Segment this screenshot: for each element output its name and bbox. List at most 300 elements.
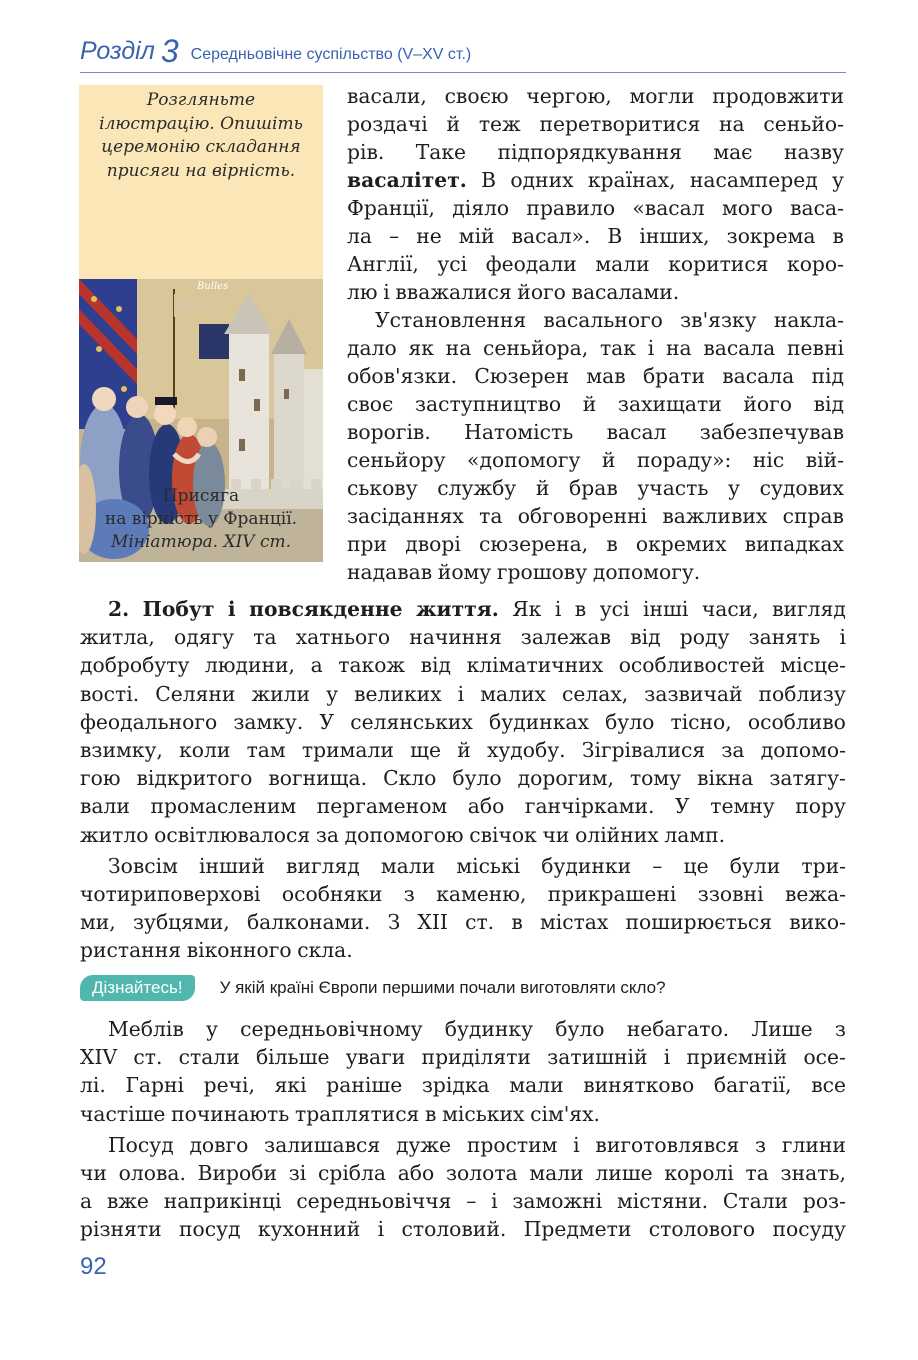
word: Гарні [125,1073,184,1098]
page-number: 92 [80,1253,107,1280]
word: вигляд [772,597,846,621]
word: Установлення [375,308,527,332]
word: приділяти [421,1045,531,1070]
word: дало [347,336,397,360]
word: ганчірками. [524,794,655,819]
word: ззовні [697,882,764,907]
word: Франції, [347,196,435,220]
word: в [511,910,523,935]
word: допомо- [760,738,846,763]
word: зубцями, [132,910,230,935]
word: золота [445,1161,518,1186]
word: важливих [662,504,768,528]
word: XIV [80,1045,118,1070]
word: наприкінці [163,1189,282,1214]
chapter-header [80,28,846,73]
section-2-text [80,595,846,965]
word: балконами. [246,910,371,935]
word: селянських [350,709,473,734]
word: містяни. [616,1189,709,1214]
word: в [574,597,587,621]
section-word: Розділ [80,37,155,65]
word: справ [782,504,844,528]
word: лише [595,1161,653,1186]
word: жили [251,681,311,706]
word: вікна [697,766,754,791]
text-line [80,623,846,651]
word: В [607,224,623,248]
word: простим [466,1132,558,1157]
word: заможні [512,1189,603,1214]
word: багатії, [713,1073,792,1098]
word: сюзерена, [479,532,589,556]
word: вико- [789,910,846,935]
text-line [80,1043,846,1071]
caption-line: на вірність у Франції. [104,509,298,529]
word: темну [710,794,775,819]
word: гою [80,766,121,791]
word: ст. [133,1045,163,1070]
word: васала [703,336,776,360]
illustration-prompt [79,89,323,183]
word: особливо [747,709,846,734]
word: Побут [142,597,215,621]
word: васа- [790,196,844,220]
word: замку. [233,709,304,734]
word: мали [380,853,436,878]
word: ристання [80,938,182,963]
word: грошову [496,560,588,584]
word: і [839,625,846,650]
word: васального [543,308,663,332]
word: своєю [444,84,509,108]
word: частіше [80,1101,166,1126]
illustration-sidebar [79,85,323,560]
word: це [683,853,709,878]
word: малих [480,681,546,706]
word: вогнища. [268,766,368,791]
word: було [555,1017,605,1041]
word: Посуд [108,1132,174,1157]
word: як [408,336,434,360]
word: затягу- [769,766,846,791]
word: мій [458,224,495,248]
word: діяло [452,196,510,220]
word: мали [529,1161,584,1186]
word: залежав [520,625,612,650]
word: і [663,1045,671,1070]
word: лю [347,280,378,304]
word: з [755,1132,767,1157]
word: королі [664,1161,734,1186]
word: будинки [541,853,632,878]
word: віконного [186,938,292,963]
word: феодального [80,709,218,734]
word: в [832,224,844,248]
word: тісно, [670,709,732,734]
learn-more-callout [80,974,666,1002]
word: особняки [281,882,383,907]
word: у [728,476,740,500]
word: худобу. [486,738,566,763]
text-line [80,1131,846,1159]
word: випадках [744,532,844,556]
word: промасленим [150,794,297,819]
word: сеньйору [347,448,446,472]
word: середньовічному [240,1017,423,1041]
word: і [457,681,465,706]
word: Предмети [523,1217,632,1242]
word: селах, [562,681,629,706]
word: добробуту [80,653,190,678]
word: засіданнях [347,504,464,528]
text-line [347,222,844,250]
word: житло [80,822,149,847]
word: зазвичай [644,681,743,706]
word: скла. [297,938,353,963]
word: теж [478,112,521,136]
word: роз- [802,1189,846,1214]
word: службу [437,476,517,500]
word: раніше [326,1073,403,1098]
word: Стали [722,1189,789,1214]
word: та [253,625,277,650]
word: коритися [668,252,769,276]
word: і [491,1189,498,1214]
word: дуже [395,1132,452,1157]
word: васал [606,420,667,444]
word: знать, [780,1161,846,1186]
word: особливостей [618,653,765,678]
word: «допомогу [467,448,581,472]
text-line [347,278,844,306]
word: ла [347,224,372,248]
word: олійних [575,822,659,847]
word: інші [642,597,689,621]
text-line [80,764,846,792]
word: і [554,597,562,621]
word: за [721,738,745,763]
word: які [274,1073,307,1098]
word: ніс [752,448,785,472]
word: Англії, [347,252,419,276]
word: надавав [347,560,433,584]
word: освітлювалося [154,822,311,847]
word: зокрема [726,224,816,248]
word: три- [801,853,846,878]
word: також [338,653,406,678]
word: зрідка [421,1073,490,1098]
text-line [347,138,844,166]
word: 2. [108,597,130,621]
text-line [347,558,844,586]
word: а [80,1189,93,1214]
word: взимку, [80,738,163,763]
word: хатнього [295,625,391,650]
word: вигляд [286,853,360,878]
word: має [713,140,753,164]
word: та [479,504,503,528]
word: начиння [409,625,502,650]
word: речі, [203,1073,255,1098]
caption-line: Мініатюра. XIV ст. [110,532,292,552]
word: інших, [639,224,710,248]
text-line [80,821,846,849]
word: глини [781,1132,846,1157]
word: при [347,532,388,556]
word: кліматичних [466,653,604,678]
word: було [452,766,502,791]
word: повсякденне [249,597,403,621]
word: починають [171,1101,290,1126]
word: часи, [701,597,759,621]
prompt-line: Розгляньте [146,90,256,110]
text-line [80,680,846,708]
learn-more-badge: Дізнайтесь! [80,975,195,1001]
word: свічок [469,822,537,847]
word: Натомість [464,420,574,444]
word: зв'язку [680,308,757,332]
word: від [630,625,661,650]
word: осе- [803,1045,846,1070]
word: пергаменом [316,794,448,819]
word: Скло [383,766,437,791]
word: посуду [772,1217,846,1242]
word: більше [255,1045,330,1070]
word: столовий. [401,1217,507,1242]
word: мого [721,196,773,220]
word: були [729,853,781,878]
word: було [605,709,655,734]
word: містах [539,910,609,935]
word: у [832,168,844,192]
word: пору [795,794,846,819]
text-line [347,390,844,418]
word: XII [417,910,448,935]
word: срібла [317,1161,386,1186]
word: чергою, [526,84,612,108]
word: Зігрівалися [581,738,706,763]
illustration-caption [79,485,323,554]
word: лі. [80,1073,106,1098]
word: ламп. [664,822,726,847]
word: васала [722,364,795,388]
word: і [647,336,655,360]
word: а [310,653,323,678]
word: його [743,392,792,416]
word: на [665,336,692,360]
word: брати [642,364,705,388]
word: і [383,280,390,304]
text-line [80,736,846,764]
word: траплятися [294,1101,420,1126]
word: інший [199,853,265,878]
section-number: 3 [160,33,179,69]
text-line [347,362,844,390]
word: насамперед [689,168,818,192]
word: рів. [347,140,385,164]
word: могли [629,84,695,108]
word: – [652,853,663,878]
word: У [319,709,335,734]
word: й [535,476,550,500]
word: виготовлявся [595,1132,740,1157]
word: в [425,1101,437,1126]
word: певні [787,336,844,360]
text-line [347,530,844,558]
word: його [517,280,566,304]
word: ськову [347,476,418,500]
word: васали, [347,84,427,108]
word: Сюзерен [474,364,570,388]
word: довго [189,1132,249,1157]
word: залишався [264,1132,381,1157]
word: вважалися [395,280,512,304]
word: обговоренні [517,504,648,528]
text-line [347,250,844,278]
word: зі [288,1161,307,1186]
word: забезпечував [699,420,844,444]
word: дорогим, [517,766,614,791]
word: чи [80,1161,107,1186]
word: життя. [416,597,499,621]
learn-more-question: У якій країні Європи першими почали виготовляти скло? [219,978,666,997]
word: від [813,392,844,416]
text-line [80,1071,846,1099]
word: з [834,1017,846,1041]
word: і [227,597,236,621]
word: і [573,1132,580,1157]
image-label: Bulles [197,281,229,292]
word: на [719,112,745,136]
word: ще [410,738,441,763]
word: З [387,910,401,935]
word: й [446,112,461,136]
word: посуд [178,1217,241,1242]
word: або [397,1161,435,1186]
text-line [80,908,846,936]
word: поширюється [625,910,773,935]
word: сеньйо- [763,112,844,136]
word: обов'язки. [347,364,458,388]
word: – [466,1189,477,1214]
word: чотириповерхові [80,882,261,907]
word: і [377,1217,385,1242]
word: своє [347,392,394,416]
word: Зовсім [108,853,178,878]
word: вали [80,794,130,819]
word: там [246,738,286,763]
word: ст. [465,910,495,935]
word: великих [354,681,442,706]
text-line [347,194,844,222]
text-line [347,502,844,530]
word: Як [512,597,542,621]
word: мали [509,1073,564,1098]
word: перетворитися [539,112,701,136]
word: у [326,681,339,706]
word: пораду»: [636,448,732,472]
word: винятково [583,1073,695,1098]
text-line [80,1215,846,1243]
word: заступництво [415,392,562,416]
text-line [80,1187,846,1215]
text-line [80,708,846,736]
word: усі [437,252,468,276]
word: дворі [405,532,461,556]
word: й [601,448,616,472]
word: середньовіччя [296,1189,452,1214]
word: окремих [635,532,727,556]
word: так [599,336,636,360]
word: васалами. [571,280,680,304]
word: у [206,1017,218,1041]
word: васал». [511,224,591,248]
word: назву [783,140,844,164]
word: вості. [80,681,140,706]
word: від [420,653,452,678]
word: – [389,224,400,248]
word: одних [510,168,574,192]
text-line-with-heading [80,595,846,623]
word: допомогу. [592,560,701,584]
text-line [80,1015,846,1043]
word: роду [679,625,730,650]
word: занять [748,625,821,650]
word: стали [178,1045,240,1070]
word: будинку [444,1017,534,1041]
word: затишній [547,1045,648,1070]
word: захищати [617,392,722,416]
word: чи [542,822,570,847]
word: накла- [773,308,844,332]
text-line [80,1159,846,1187]
word: олова. [118,1161,186,1186]
word: місце- [780,653,846,678]
word: й [582,392,597,416]
word: уваги [345,1045,406,1070]
word: вій- [805,448,844,472]
word: брав [569,476,618,500]
section-subtitle: Середньовічне суспільство (V–XV ст.) [190,46,472,63]
text-line [80,651,846,679]
word: допомогою [344,822,464,847]
text-line [80,880,846,908]
text-line [347,334,844,362]
caption-line: Присяга [162,486,240,506]
word: Таке [415,140,467,164]
word: або [467,794,505,819]
word: та [745,1161,769,1186]
word: роздачі [347,112,428,136]
word: сеньйора, [483,336,589,360]
text-line [80,1100,846,1128]
text-line [80,936,846,964]
text-line [347,446,844,474]
word: вежа- [784,882,846,907]
furniture-text [80,1015,846,1244]
word: сім'ях. [530,1101,600,1126]
text-line [347,418,844,446]
word: ворогів. [347,420,431,444]
word: будинках [489,709,589,734]
word: У [675,794,690,819]
word: усі [599,597,630,621]
word: тому [629,766,682,791]
text-line [347,474,844,502]
word: підпорядкування [497,140,682,164]
word: небагато. [626,1017,730,1041]
